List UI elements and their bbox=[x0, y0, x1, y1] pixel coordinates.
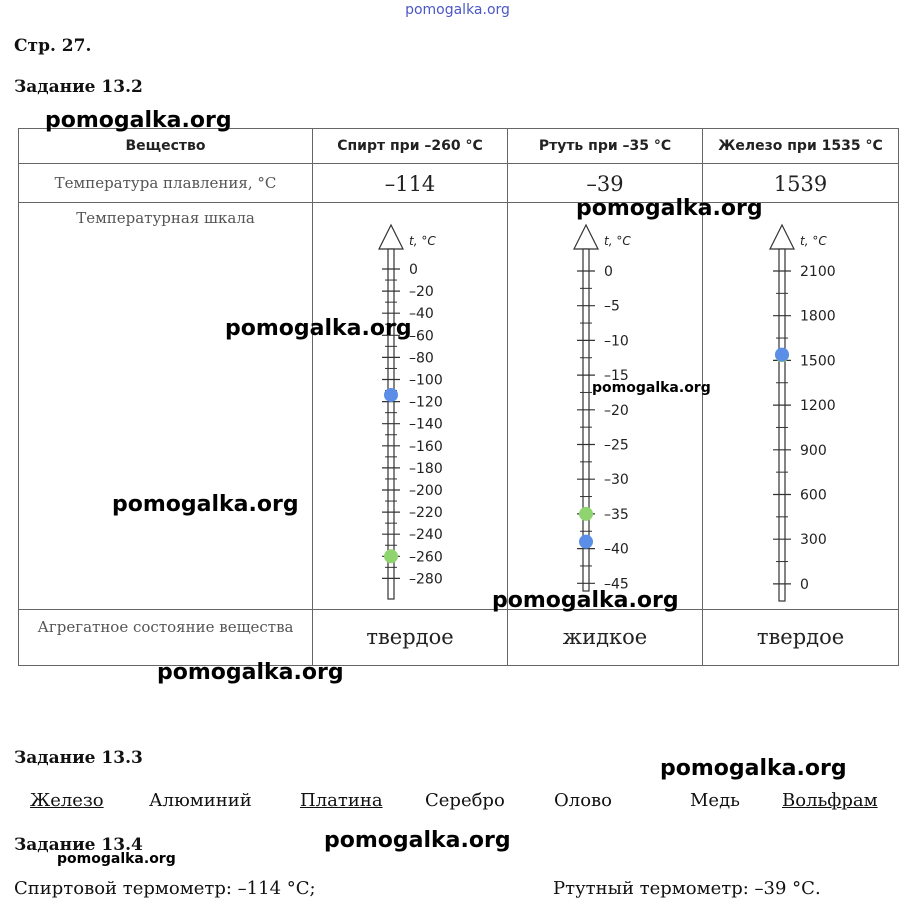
task-13-2-title: Задание 13.2 bbox=[14, 77, 143, 97]
tick-label: 300 bbox=[800, 532, 827, 549]
thermometer-mercury-cell bbox=[507, 202, 703, 610]
watermark: pomogalka.org bbox=[225, 316, 412, 341]
metal-aluminium: Алюминий bbox=[149, 790, 252, 811]
tick-label: –40 bbox=[604, 541, 629, 558]
header-substance: Вещество bbox=[18, 128, 313, 164]
thermometer-iron bbox=[703, 203, 898, 609]
tick-label: –120 bbox=[409, 394, 443, 411]
tick-label: 0 bbox=[409, 262, 418, 278]
axis-label: t, °С bbox=[409, 234, 436, 248]
tick-label: –40 bbox=[409, 306, 434, 323]
tick-label: –280 bbox=[409, 571, 443, 588]
site-header-link[interactable]: pomogalka.org bbox=[405, 2, 510, 18]
header-iron: Железо при 1535 °С bbox=[702, 128, 899, 164]
metal-iron: Железо bbox=[30, 790, 104, 811]
header-mercury: Ртуть при –35 °С bbox=[507, 128, 703, 164]
watermark: pomogalka.org bbox=[660, 756, 847, 781]
state-iron: твердое bbox=[702, 609, 899, 666]
metal-silver: Серебро bbox=[425, 790, 505, 811]
marker-blue bbox=[579, 535, 593, 549]
task-13-4-title: Задание 13.4 bbox=[14, 835, 143, 855]
tick-label: –140 bbox=[409, 416, 443, 433]
tick-label: 0 bbox=[800, 576, 809, 593]
tick-label: –25 bbox=[604, 437, 629, 454]
tick-label: 0 bbox=[604, 264, 613, 280]
tick-label: –15 bbox=[604, 368, 629, 385]
tick-label: 1500 bbox=[800, 353, 836, 370]
task-13-3-title: Задание 13.3 bbox=[14, 748, 143, 768]
alcohol-thermometer-answer: Спиртовой термометр: –114 °С; bbox=[14, 878, 316, 899]
watermark: pomogalka.org bbox=[45, 108, 232, 133]
marker-blue bbox=[775, 348, 789, 362]
page-number: Стр. 27. bbox=[14, 36, 92, 56]
axis-label: t, °С bbox=[604, 234, 631, 248]
melting-alcohol: –114 bbox=[312, 163, 508, 203]
tick-label: –30 bbox=[604, 472, 629, 489]
tick-label: 600 bbox=[800, 487, 827, 504]
tick-label: –35 bbox=[604, 506, 629, 523]
melting-mercury: –39 bbox=[507, 163, 703, 203]
metal-platinum: Платина bbox=[300, 790, 383, 811]
metal-copper: Медь bbox=[690, 790, 740, 811]
tick-label: 1800 bbox=[800, 308, 836, 325]
tick-label: –20 bbox=[604, 402, 629, 419]
tick-label: –260 bbox=[409, 549, 443, 566]
state-alcohol: твердое bbox=[312, 609, 508, 666]
watermark: pomogalka.org bbox=[157, 660, 344, 685]
thermometer-iron-cell bbox=[702, 202, 899, 610]
tick-label: –100 bbox=[409, 372, 443, 389]
tick-label: –220 bbox=[409, 505, 443, 522]
state-row-label: Агрегатное состояние вещества bbox=[18, 609, 313, 666]
axis-label: t, °С bbox=[800, 234, 827, 248]
tick-label: 1200 bbox=[800, 398, 836, 415]
arrow-head bbox=[770, 225, 794, 249]
thermometer-tube bbox=[779, 249, 785, 601]
tick-label: –5 bbox=[604, 298, 620, 315]
watermark: pomogalka.org bbox=[592, 380, 711, 396]
tick-label: –200 bbox=[409, 483, 443, 499]
marker-blue bbox=[384, 388, 398, 402]
marker-green bbox=[384, 549, 398, 563]
tick-label: –160 bbox=[409, 438, 443, 455]
metal-tungsten: Вольфрам bbox=[782, 790, 878, 811]
tick-label: –60 bbox=[409, 328, 434, 345]
tick-label: –80 bbox=[409, 350, 434, 367]
state-mercury: жидкое bbox=[507, 609, 703, 666]
mercury-thermometer-answer: Ртутный термометр: –39 °С. bbox=[553, 878, 821, 899]
scale-row-label: Температурная шкала bbox=[18, 202, 313, 610]
melting-iron: 1539 bbox=[702, 163, 899, 203]
watermark: pomogalka.org bbox=[576, 196, 763, 221]
tick-label: –240 bbox=[409, 527, 443, 544]
tick-label: 900 bbox=[800, 442, 827, 459]
watermark: pomogalka.org bbox=[324, 828, 511, 853]
thermometer-alcohol-cell bbox=[312, 202, 508, 610]
thermometer-mercury bbox=[508, 203, 702, 609]
tick-label: –45 bbox=[604, 576, 629, 593]
tick-label: –180 bbox=[409, 460, 443, 477]
tick-label: –20 bbox=[409, 284, 434, 301]
arrow-head bbox=[379, 225, 403, 249]
tick-label: 2100 bbox=[800, 264, 836, 280]
tick-label: –10 bbox=[604, 333, 629, 350]
watermark: pomogalka.org bbox=[492, 588, 679, 613]
header-alcohol: Спирт при –260 °С bbox=[312, 128, 508, 164]
arrow-head bbox=[574, 225, 598, 249]
metal-tin: Олово bbox=[554, 790, 612, 811]
marker-green bbox=[579, 507, 593, 521]
watermark: pomogalka.org bbox=[112, 492, 299, 517]
watermark: pomogalka.org bbox=[57, 851, 176, 867]
melting-row-label: Температура плавления, °С bbox=[18, 163, 313, 203]
thermometer-alcohol bbox=[313, 203, 507, 609]
